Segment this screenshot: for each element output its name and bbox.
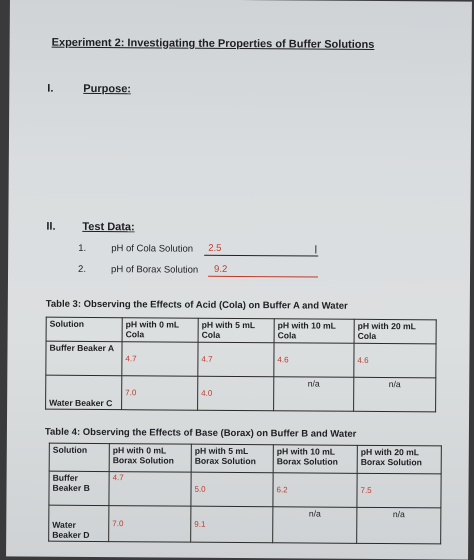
table-row [46, 375, 436, 412]
table4-header-5ml: pH with 5 mL Borax Solution [191, 444, 273, 473]
table4-row-label-water-d: Water Beaker D [49, 505, 109, 541]
section-heading-test-data: Test Data: [82, 220, 135, 234]
answer-line-cola [204, 255, 318, 257]
table4-cell: n/a [273, 507, 357, 544]
test-item-number-1: 1. [78, 242, 87, 254]
table4-cell: 5.0 [191, 472, 273, 507]
section-heading-purpose: Purpose: [83, 82, 132, 96]
test-item-label-borax: pH of Borax Solution [111, 264, 199, 276]
table3-caption: Table 3: Observing the Effects of Acid (Cola) on Buffer A and Water [45, 298, 348, 312]
table3-row-label-water-c: Water Beaker C [46, 375, 122, 410]
table-row [49, 505, 441, 544]
table3-header-10ml: pH with 10 mL Cola [274, 319, 354, 344]
table4-header-0ml: pH with 0 mL Borax Solution [109, 444, 191, 473]
table4-cell: 7.0 [109, 506, 191, 543]
table4-cell: 4.7 [109, 472, 191, 507]
table3-cell: n/a [274, 377, 354, 412]
test-item-number-2: 2. [78, 263, 87, 275]
table4-cell: 9.1 [191, 506, 273, 543]
test-item-label-cola: pH of Cola Solution [111, 243, 194, 255]
table3-row-label-buffer-a: Buffer Beaker A [46, 341, 122, 376]
table3-header-20ml: pH with 20 mL Cola [354, 319, 436, 344]
text-cursor-icon: I [314, 242, 318, 257]
table3-cell: 4.7 [198, 342, 274, 377]
table4-header-20ml: pH with 20 mL Borax Solution [357, 445, 441, 474]
table4-header-10ml: pH with 10 mL Borax Solution [273, 445, 357, 474]
table4-cell: 6.2 [273, 473, 357, 508]
table3-header-solution: Solution [46, 317, 122, 342]
table4-header-solution: Solution [49, 443, 109, 471]
table3-header-5ml: pH with 5 mL Cola [198, 318, 274, 343]
answer-cola-ph: 2.5 [208, 242, 222, 254]
table-row [46, 341, 436, 378]
answer-borax-ph: 9.2 [214, 263, 228, 275]
section-number-1: I. [47, 82, 54, 95]
table4-cell: 7.5 [357, 473, 441, 508]
table-row [49, 471, 441, 508]
section-number-2: II. [46, 220, 56, 233]
table3-cell: 7.0 [122, 376, 198, 411]
table3-cell: 4.6 [274, 343, 354, 378]
table3-header-0ml: pH with 0 mL Cola [122, 318, 198, 343]
table4-caption: Table 4: Observing the Effects of Base (Borax) on Buffer B and Water [44, 426, 357, 440]
answer-line-borax [208, 276, 318, 278]
table4-row-label-buffer-b: Buffer Beaker B [49, 471, 109, 505]
table4-header-row [49, 443, 441, 474]
table3-cell: 4.6 [354, 343, 436, 378]
table3-header-row [46, 317, 436, 344]
worksheet-page [6, 0, 472, 560]
table3-cell: 4.7 [122, 342, 198, 377]
table3-cell: n/a [354, 377, 436, 412]
table3 [45, 317, 437, 413]
table4 [48, 443, 442, 545]
table4-cell: n/a [357, 507, 441, 544]
table3-cell: 4.0 [198, 376, 274, 411]
page-title: Experiment 2: Investigating the Properties of Buffer Solutions [51, 36, 375, 51]
